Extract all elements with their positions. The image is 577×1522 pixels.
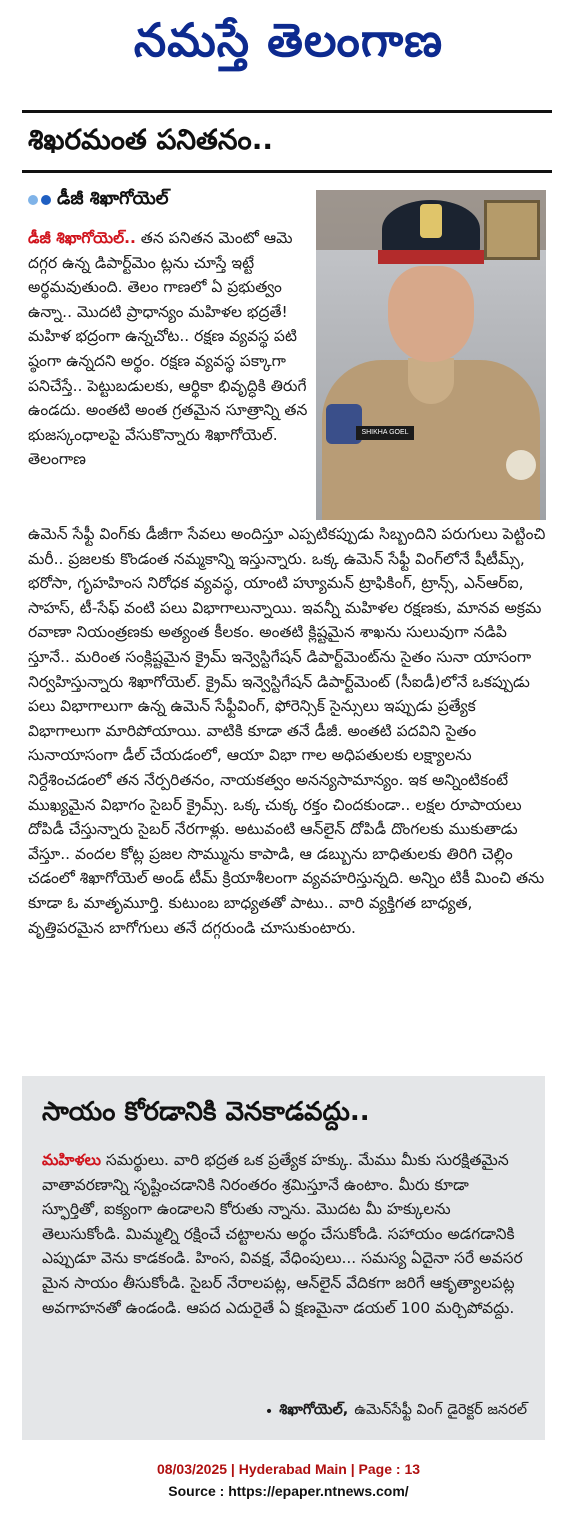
quote-signature [265,1398,527,1426]
portrait-photo [316,190,546,520]
byline-text: డీజీ శిఖాగోయెల్ [57,187,169,209]
quote-box [22,1076,545,1440]
signature-title: ఉమెన్‌సేఫ్టీ వింగ్ డైరెక్టర్ జనరల్ [354,1402,527,1418]
article-body-top [28,226,310,522]
article-text-top: తన పనితన మెంటో ఆమె దగ్గర ఉన్న డిపార్ట్‌మెం ట్లను చూస్తే ఇట్టే అర్థమవుతుంది. తెలం గాణలో ఏ ప్రభుత్వం ఉన్నా.. మొదటి ప్రాధాన్యం మహిళల భద్రతే! మహిళ భద్రంగా ఉన్నచోట.. రక్షణ వ్యవస్థ పటి ష్ఠంగా ఉన్నదని అర్థం. రక్షణ వ్యవస్థ పక్కాగా పనిచేస్తే.. పెట్టుబడులకు, ఆర్థికా భివృద్ధికి తిరుగే ఉండదు. అంతటి అంత గ్రతమైన సూత్రాన్ని తన భుజస్కంధాలపై వేసుకొన్నారు శిఖాగోయెల్. తెలంగాణ [28,229,308,469]
byline [28,186,169,214]
quote-box-title: సాయం కోరడానికి వెనకాడవద్దు.. [42,1097,370,1127]
quote-box-lead: మహిళలు [42,1151,101,1169]
headline-bottom-rule [22,170,552,173]
signature-name: శిఖాగోయెల్, [279,1402,349,1418]
headline-top-rule [22,110,552,113]
quote-box-text: సమర్థులు. వారి భద్రత ఒక ప్రత్యేక హక్కు. మేము మీకు సురక్షితమైన వాతావరణాన్ని సృష్టించడానికి నిరంతరం శ్రమిస్తూనే ఉంటాం. మీరు కూడా స్ఫూర్తితో, ఐక్యంగా ఉండాలని కోరుతు న్నాను. మొదట మీ హక్కులను తెలుసుకోండి. మిమ్మల్ని రక్షించే చట్టాలను అర్థం చేసుకోండి. సహాయం అడగడానికి ఎప్పుడూ వెను కాడకండి. హింస, వివక్ష, వేధింపులు... సమస్య ఏదైనా సరే అవసర మైన సాయం తీసుకోండి. సైబర్ నేరాలపట్ల, ఆన్‌లైన్ వేదికగా జరిగే ఆకృత్యాలపట్ల అవగాహనతో ఉండండి. ఆపద ఎదురైతే ఏ క్షణమైనా డయల్ 100 మర్చిపోవద్దు. [42,1151,523,1317]
page-footer [0,1458,577,1508]
signature-bullet: • [264,1404,274,1420]
article-lead: డీజీ శిఖాగోయెల్.. [28,229,136,247]
article-headline: శిఖరమంత పనితనం.. [28,123,273,156]
newspaper-logo: నమస్తే తెలంగాణ [133,13,444,67]
masthead [0,0,577,92]
photo-nameplate: SHIKHA GOEL [356,426,414,440]
article-body-bottom: ఉమెన్ సేఫ్టీ వింగ్‌కు డీజీగా సేవలు అందిస్తూ ఎప్పటికప్పుడు సిబ్బందిని పరుగులు పెట్టించి మరీ.. ప్రజలకు కొండంత నమ్మకాన్ని ఇస్తున్నారు. ఒక్క ఉమెన్ సేఫ్టీ వింగ్‌లోనే షీటీమ్స్, భరోసా, గృహహింస నిరోధక వ్యవస్థ, యాంటి హ్యూమన్ ట్రాఫికింగ్, ట్రాన్స్, ఎన్ఆర్ఐ, సాహస్, టీ-సేఫ్ వంటి పలు విభాగాలున్నాయి. ఇవన్నీ మహిళల రక్షణకు, మానవ అక్రమ రవాణా నియంత్రణకు అత్యంత కీలకం. అంతటి క్లిష్టమైన శాఖను సులువుగా నడిపి స్తూనే.. మరింత సంక్లిష్టమైన క్రైమ్ ఇన్వెస్టిగేషన్ డిపార్ట్‌మెంట్‌ను సైతం సునా యాసంగా నిర్వహిస్తున్నారు శిఖాగోయెల్. క్రైమ్ ఇన్వెస్టిగేషన్ డిపార్ట్‌మెంట్ (సీఐడీ)లోనే ఒకప్పుడు పలు విభాగాలుగా ఉన్న ఉమెన్ సేఫ్టీవింగ్, ఫోరెన్సిక్ సైన్సులు ఇప్పుడు ప్రత్యేక విభాగాలుగా మారిపోయాయి. వాటికి కూడా తనే డీజీ. అంతటి పదవిని సైతం సునాయాసంగా డీల్ చేయడంలో, ఆయా విభా గాల అధిపతులకు లక్ష్యాలను నిర్దేశించడంలో తన నేర్పరితనం, నాయకత్వం అనన్యసామాన్యం. ఇక అన్నింటికంటే ముఖ్యమైన విభాగం సైబర్ క్రైమ్స్. ఒక్క చుక్క రక్తం చిందకుండా.. లక్షల రూపాయలు దోపిడీ చేస్తున్నారు సైబర్ నేరగాళ్లు. అటువంటి ఆన్‌లైన్ దోపిడీ దొంగలకు ముకుతాడు వేస్తూ.. వందల కోట్ల ప్రజల సొమ్మును కాపాడి, ఆ డబ్బును బాధితులకు తిరిగి చెల్లిం చడంలో శిఖాగోయెల్ అండ్ టీమ్ క్రియాశీలంగా వ్యవహరిస్తున్నది. అన్నిం టికీ మించి తను కూడా ఓ మాతృమూర్తి. కుటుంబ బాధ్యతతో పాటు.. వారి వ్యక్తిగత బాధ్యత, వృత్తిపరమైన బాగోగులు తనే దగ్గరుండి చూసుకుంటారు. [28,525,546,937]
quote-box-body [42,1148,530,1388]
footer-edition-info: 08/03/2025 | Hyderabad Main | Page : 13 [156,1461,421,1477]
byline-dots-icon [28,195,51,205]
footer-source-link[interactable]: Source : https://epaper.ntnews.com/ [168,1483,409,1499]
